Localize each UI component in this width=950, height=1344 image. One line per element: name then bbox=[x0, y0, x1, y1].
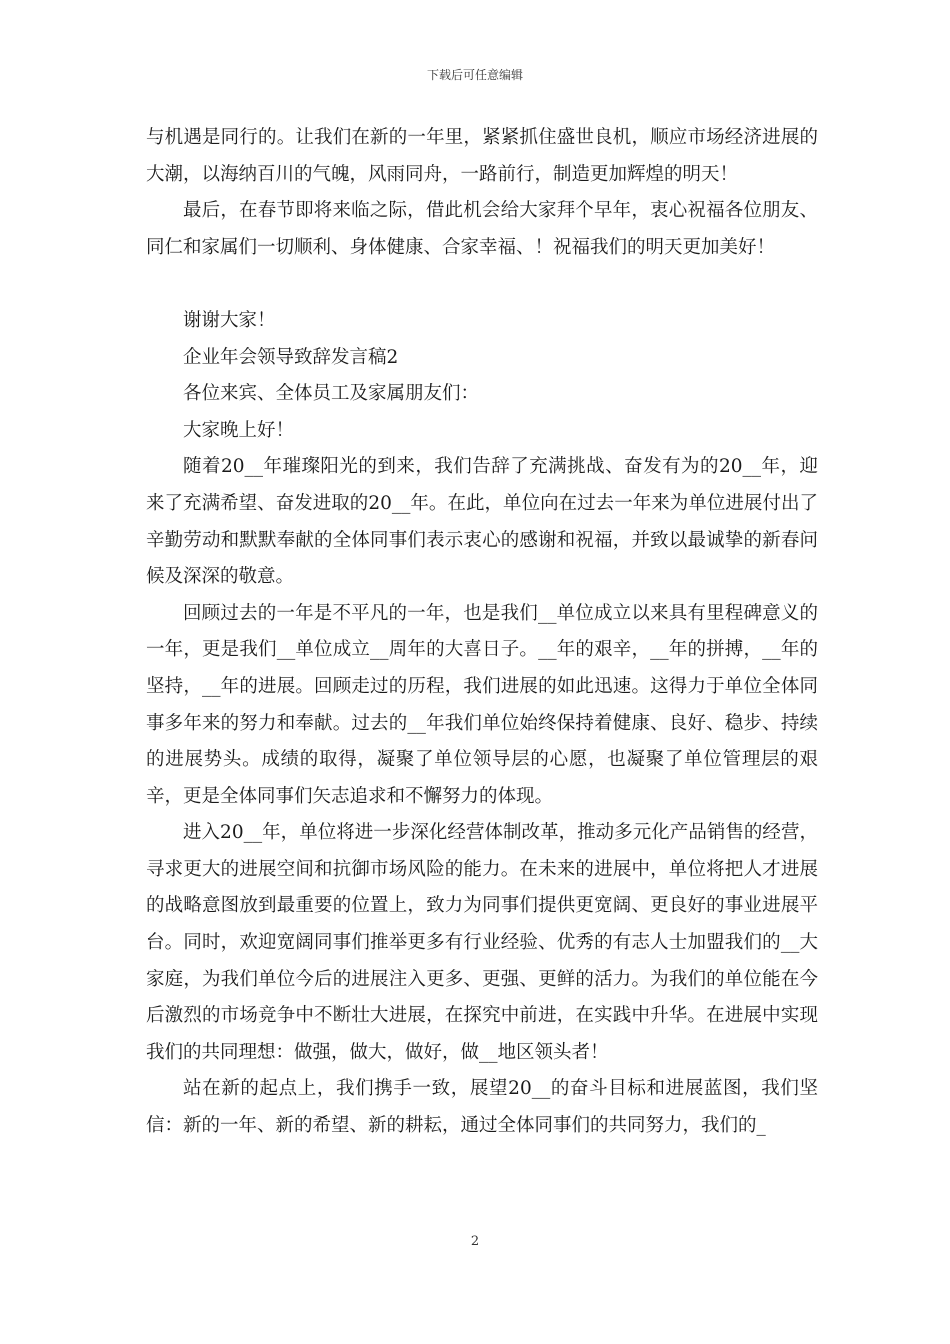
paragraph-plan: 进入20__年，单位将进一步深化经营体制改革，推动多元化产品销售的经营，寻求更大的进展空间和抗御市场风险的能力。在未来的进展中，单位将把人才进展的战略意图放到最重要的位置上，致力为同事们提供更宽阔、更良好的事业进展平台。同时，欢迎宽阔同事们推举更多有行业经验、优秀的有志人士加盟我们的__大家庭，为我们单位今后的进展注入更多、更强、更鲜的活力。为我们的单位能在今后激烈的市场竞争中不断壮大进展，在探究中前进，在实践中升华。在进展中实现我们的共同理想：做强，做大，做好，做__地区领头者！ bbox=[146, 822, 818, 1063]
blank-line bbox=[146, 266, 818, 303]
paragraph-closing-wishes: 最后，在春节即将来临之际，借此机会给大家拜个早年，衷心祝福各位朋友、同仁和家属们一切顺利、身体健康、合家幸福、！祝福我们的明天更加美好！ bbox=[146, 200, 818, 258]
section-title: 企业年会领导致辞发言稿2 bbox=[183, 346, 399, 368]
paragraph-continuation: 与机遇是同行的。让我们在新的一年里，紧紧抓住盛世良机，顺应市场经济进展的大潮，以海纳百川的气魄，风雨同舟，一路前行，制造更加辉煌的明天！ bbox=[146, 127, 818, 185]
paragraph-thanks: 谢谢大家！ bbox=[183, 309, 276, 331]
paragraph-outlook: 站在新的起点上，我们携手一致，展望20__的奋斗目标和进展蓝图，我们坚信：新的一年、新的希望、新的耕耘，通过全体同事们的共同努力，我们的_ bbox=[146, 1078, 818, 1137]
greeting: 大家晚上好！ bbox=[183, 419, 295, 441]
paragraph-new-year: 随着20__年璀璨阳光的到来，我们告辞了充满挑战、奋发有为的20__年，迎来了充满希望、奋发进取的20__年。在此，单位向在过去一年来为单位进展付出了辛勤劳动和默默奉献的全体同事们表示衷心的感谢和祝福，并致以最诚挚的新春问候及深深的敬意。 bbox=[146, 456, 818, 588]
salutation: 各位来宾、全体员工及家属朋友们： bbox=[183, 383, 480, 405]
document-body bbox=[146, 120, 818, 1145]
page-number: 2 bbox=[470, 1234, 480, 1249]
page-header: 下载后可任意编辑 bbox=[426, 68, 523, 82]
paragraph-review: 回顾过去的一年是不平凡的一年，也是我们__单位成立以来具有里程碑意义的一年，更是我们__单位成立__周年的大喜日子。__年的艰辛，__年的拼搏，__年的坚持，__年的进展。回顾走过的历程，我们进展的如此迅速。这得力于单位全体同事多年来的努力和奉献。过去的__年我们单位始终保持着健康、良好、稳步、持续的进展势头。成绩的取得，凝聚了单位领导层的心愿，也凝聚了单位管理层的艰辛，更是全体同事们矢志追求和不懈努力的体现。 bbox=[146, 602, 818, 807]
